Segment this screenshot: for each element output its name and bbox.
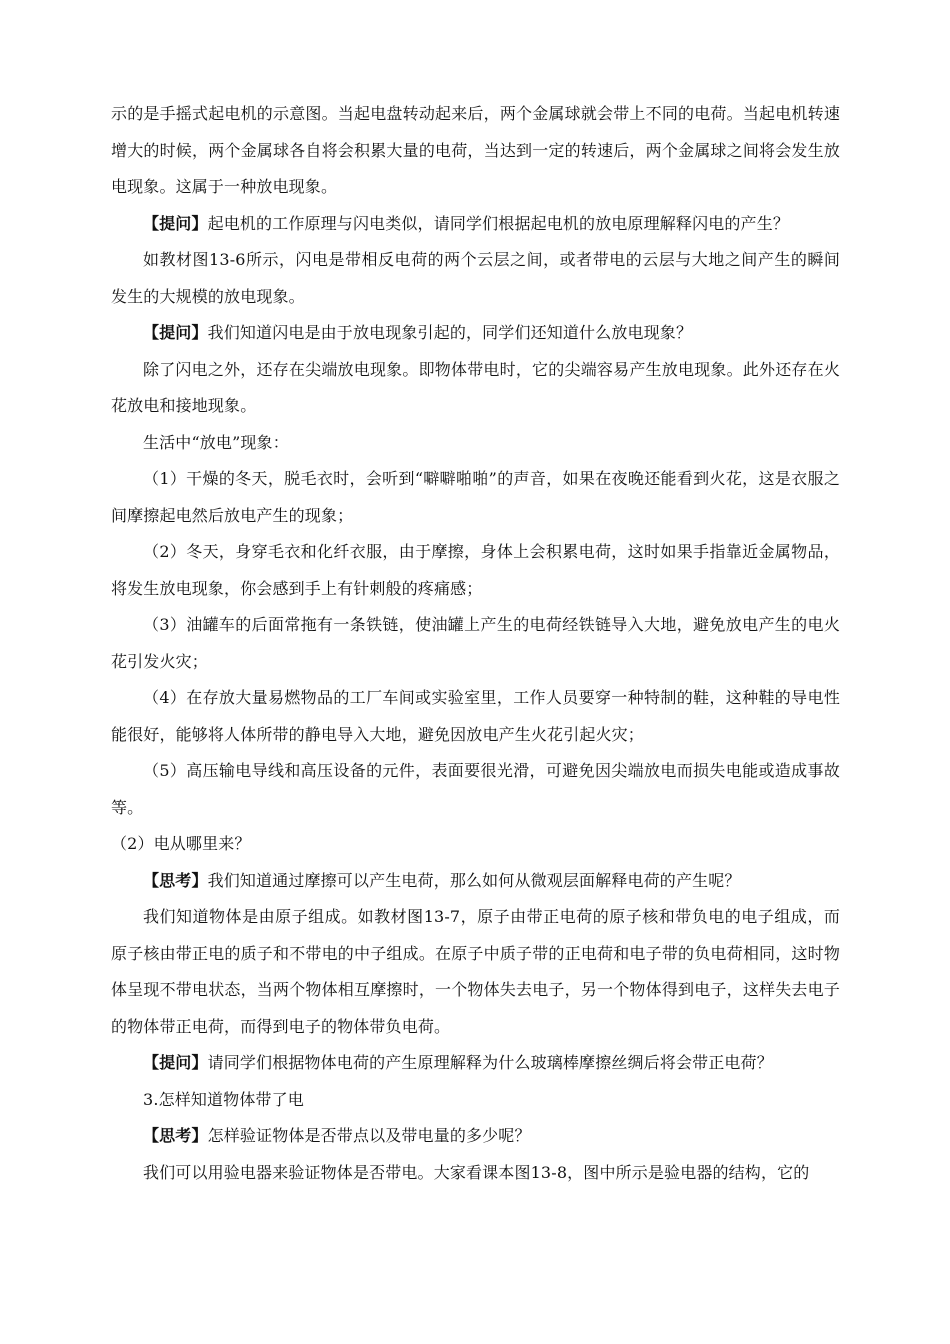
section-heading: （2）电从哪里来？ bbox=[111, 834, 251, 853]
think-tag: 【思考】 bbox=[143, 1126, 208, 1145]
paragraph-8: 我们知道物体是由原子组成。如教材图13-7，原子由带正电荷的原子核和带负电的电子组成，而原子核由带正电的质子和不带电的中子组成。在原子中质子带的正电荷和电子带的负电荷相同，这时物体呈现不带电状态，当两个物体相互摩擦时，一个物体失去电子，另一个物体得到电子，这样失去电子的物体带正电荷，而得到电子的物体带负电荷。 bbox=[111, 907, 840, 1036]
paragraph-11: 我们可以用验电器来验证物体是否带电。大家看课本图13-8，图中所示是验电器的结构，它的 bbox=[143, 1162, 810, 1182]
list-item-3: （3）油罐车的后面常拖有一条铁链，使油罐上产生的电荷经铁链导入大地，避免放电产生的电火花引发火灾； bbox=[111, 615, 840, 671]
list-item-4: （4）在存放大量易燃物品的工厂车间或实验室里，工作人员要穿一种特制的鞋，这种鞋的导电性能很好，能够将人体所带的静电导入大地，避免因放电产生火花引起火灾； bbox=[111, 688, 840, 744]
list-item-2: （2）冬天，身穿毛衣和化纤衣服，由于摩擦，身体上会积累电荷，这时如果手指靠近金属物品，将发生放电现象，你会感到手上有针刺般的疼痛感； bbox=[111, 542, 840, 598]
paragraph-1: 示的是手摇式起电机的示意图。当起电盘转动起来后，两个金属球就会带上不同的电荷。当起电机转速增大的时候，两个金属球各自将会积累大量的电荷，当达到一定的转速后，两个金属球之间将会发生放电现象。这属于一种放电现象。 bbox=[111, 104, 840, 196]
paragraph-9: 【提问】请同学们根据物体电荷的产生原理解释为什么玻璃棒摩擦丝绸后将会带正电荷？ bbox=[143, 1053, 773, 1072]
question-tag: 【提问】 bbox=[143, 1053, 208, 1072]
list-item-1: （1）干燥的冬天，脱毛衣时，会听到“噼噼啪啪”的声音，如果在夜晚还能看到火花，这是衣服之间摩擦起电然后放电产生的现象； bbox=[111, 469, 840, 525]
paragraph-5: 除了闪电之外，还存在尖端放电现象。即物体带电时，它的尖端容易产生放电现象。此外还存在火花放电和接地现象。 bbox=[111, 359, 840, 415]
paragraph-7: 【思考】我们知道通过摩擦可以产生电荷，那么如何从微观层面解释电荷的产生呢？ bbox=[143, 870, 741, 890]
paragraph-3: 如教材图13-6所示，闪电是带相反电荷的两个云层之间，或者带电的云层与大地之间产生的瞬间发生的大规模的放电现象。 bbox=[111, 250, 840, 306]
list-item-5: （5）高压输电导线和高压设备的元件，表面要很光滑，可避免因尖端放电而损失电能或造成事故等。 bbox=[111, 761, 840, 817]
think-tag: 【思考】 bbox=[143, 870, 208, 890]
paragraph-10: 【思考】怎样验证物体是否带点以及带电量的多少呢？ bbox=[143, 1126, 531, 1145]
paragraph-4: 【提问】我们知道闪电是由于放电现象引起的，同学们还知道什么放电现象？ bbox=[143, 323, 693, 342]
question-tag: 【提问】 bbox=[143, 213, 208, 233]
paragraph-2: 【提问】起电机的工作原理与闪电类似，请同学们根据起电机的放电原理解释闪电的产生？ bbox=[143, 213, 790, 233]
subsection-heading: 3.怎样知道物体带了电 bbox=[143, 1089, 304, 1109]
question-tag: 【提问】 bbox=[143, 323, 208, 342]
paragraph-6: 生活中“放电”现象： bbox=[143, 432, 289, 452]
